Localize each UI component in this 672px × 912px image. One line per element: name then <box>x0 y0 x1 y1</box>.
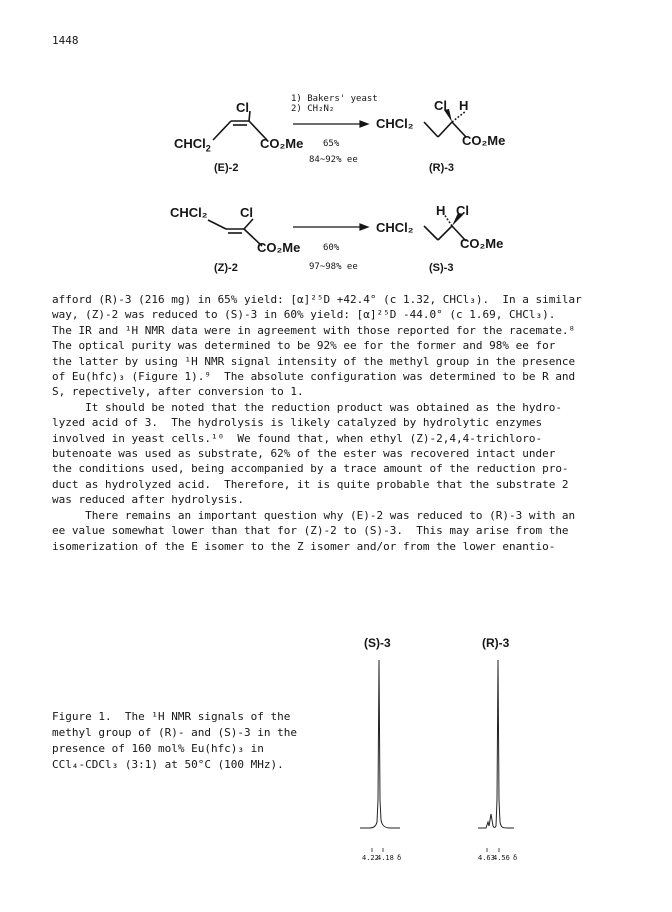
reactant-e2-co2me: CO₂Me <box>260 136 304 151</box>
spectrum-left-tick: 4.18 <box>377 854 394 862</box>
body-line: duct as hydrolyzed acid. Therefore, it is quite probable that the substrate 2 <box>52 477 569 491</box>
caption-line: presence of 160 mol% Eu(hfc)₃ in <box>52 742 264 755</box>
body-line: ee value somewhat lower than that for (Z)-2 to (S)-3. This may arise from the <box>52 524 569 538</box>
reactant-e2-bonds <box>213 111 267 140</box>
reactant-e2-label: (E)-2 <box>214 162 239 174</box>
body-line: the conditions used, being accompanied by a trace amount of the reduction pro- <box>52 462 569 476</box>
reaction2-ee: 97~98% ee <box>309 262 358 272</box>
caption-line: Figure 1. The ¹H NMR signals of the <box>52 710 291 723</box>
spectrum-left-tick: 4.22 <box>362 854 379 862</box>
reactant-e2-chcl2: CHCl$_2$ <box>174 136 211 154</box>
reactant-z2-bonds <box>208 219 262 246</box>
product-s3-label: (S)-3 <box>429 262 454 274</box>
reaction1-yield: 65% <box>323 139 340 149</box>
spectrum-right-trace <box>478 660 514 828</box>
spectrum-right-tick: 4.63 <box>478 854 495 862</box>
product-r3-h: H <box>459 98 469 113</box>
reactant-z2-cl: Cl <box>240 205 253 220</box>
body-line: butenoate was used as substrate, 62% of the ester was recovered intact under <box>52 447 556 461</box>
spectrum-right-unit: δ <box>513 854 518 862</box>
reaction1-condition-1: 1) Bakers' yeast <box>291 94 378 104</box>
body-line: afford (R)-3 (216 mg) in 65% yield: [α]²⁵D +42.4° (c 1.32, CHCl₃). In a similar <box>52 293 582 306</box>
spectrum-left-axis <box>372 848 383 852</box>
reaction1-arrow <box>293 121 368 127</box>
reactant-e2-cl: Cl <box>236 100 249 115</box>
product-r3-chcl2: CHCl₂ <box>376 116 414 131</box>
reaction2-arrow <box>293 224 368 230</box>
body-line: was reduced after hydrolysis. <box>52 493 245 507</box>
spectrum-right-tick: 4.56 <box>493 854 510 862</box>
spectrum-left-unit: δ <box>397 854 402 862</box>
reaction1-condition-2: 2) CH₂N₂ <box>291 104 335 114</box>
reaction2-yield: 60% <box>323 243 340 253</box>
product-s3-cl: Cl <box>456 203 469 218</box>
reactant-e2-chcl2-text: CHCl <box>174 136 206 151</box>
product-r3-bonds <box>424 109 466 137</box>
figure-caption <box>52 709 297 773</box>
product-s3-h: H <box>436 203 446 218</box>
product-r3-label: (R)-3 <box>429 162 455 174</box>
body-line: S, repectively, after conversion to 1. <box>52 385 304 399</box>
product-r3-cl: Cl <box>434 98 447 113</box>
spectrum-right-axis <box>487 848 499 852</box>
page-number: 1448 <box>52 34 79 47</box>
body-text <box>52 292 632 554</box>
reactant-z2-label: (Z)-2 <box>214 262 238 274</box>
product-r3-co2me: CO₂Me <box>462 133 506 148</box>
body-line: The optical purity was determined to be 92% ee for the former and 98% ee for <box>52 339 556 353</box>
body-line: way, (Z)-2 was reduced to (S)-3 in 60% yield: [α]²⁵D -44.0° (c 1.69, CHCl₃). <box>52 308 556 322</box>
product-s3-co2me: CO₂Me <box>460 236 504 251</box>
caption-line: CCl₄-CDCl₃ (3:1) at 50°C (100 MHz). <box>52 758 284 771</box>
product-s3-chcl2: CHCl₂ <box>376 220 414 235</box>
caption-line: methyl group of (R)- and (S)-3 in the <box>52 726 298 739</box>
spectrum-right-title: (R)-3 <box>482 636 510 650</box>
body-line: The IR and ¹H NMR data were in agreement with those reported for the racemate.⁸ <box>52 323 576 337</box>
body-line: lyzed acid of 3. The hydrolysis is likely catalyzed by hydrolytic enzymes <box>52 416 543 430</box>
body-line: involved in yeast cells.¹⁰ We found that, when ethyl (Z)-2,4,4-trichloro- <box>52 431 543 445</box>
body-line: It should be noted that the reduction product was obtained as the hydro- <box>52 400 562 414</box>
spectrum-left-title: (S)-3 <box>364 636 391 650</box>
spectrum-left-trace <box>360 660 400 828</box>
body-line: of Eu(hfc)₃ (Figure 1).⁹ The absolute configuration was determined to be R and <box>52 370 576 384</box>
body-line: There remains an important question why (E)-2 was reduced to (R)-3 with an <box>52 508 576 522</box>
body-line: isomerization of the E isomer to the Z isomer and/or from the lower enantio- <box>52 539 556 553</box>
body-line: the latter by using ¹H NMR signal intensity of the methyl group in the presence <box>52 354 576 368</box>
reactant-z2-chcl2: CHCl₂ <box>170 205 208 220</box>
reactant-z2-co2me: CO₂Me <box>257 240 301 255</box>
reaction1-ee: 84~92% ee <box>309 155 358 165</box>
